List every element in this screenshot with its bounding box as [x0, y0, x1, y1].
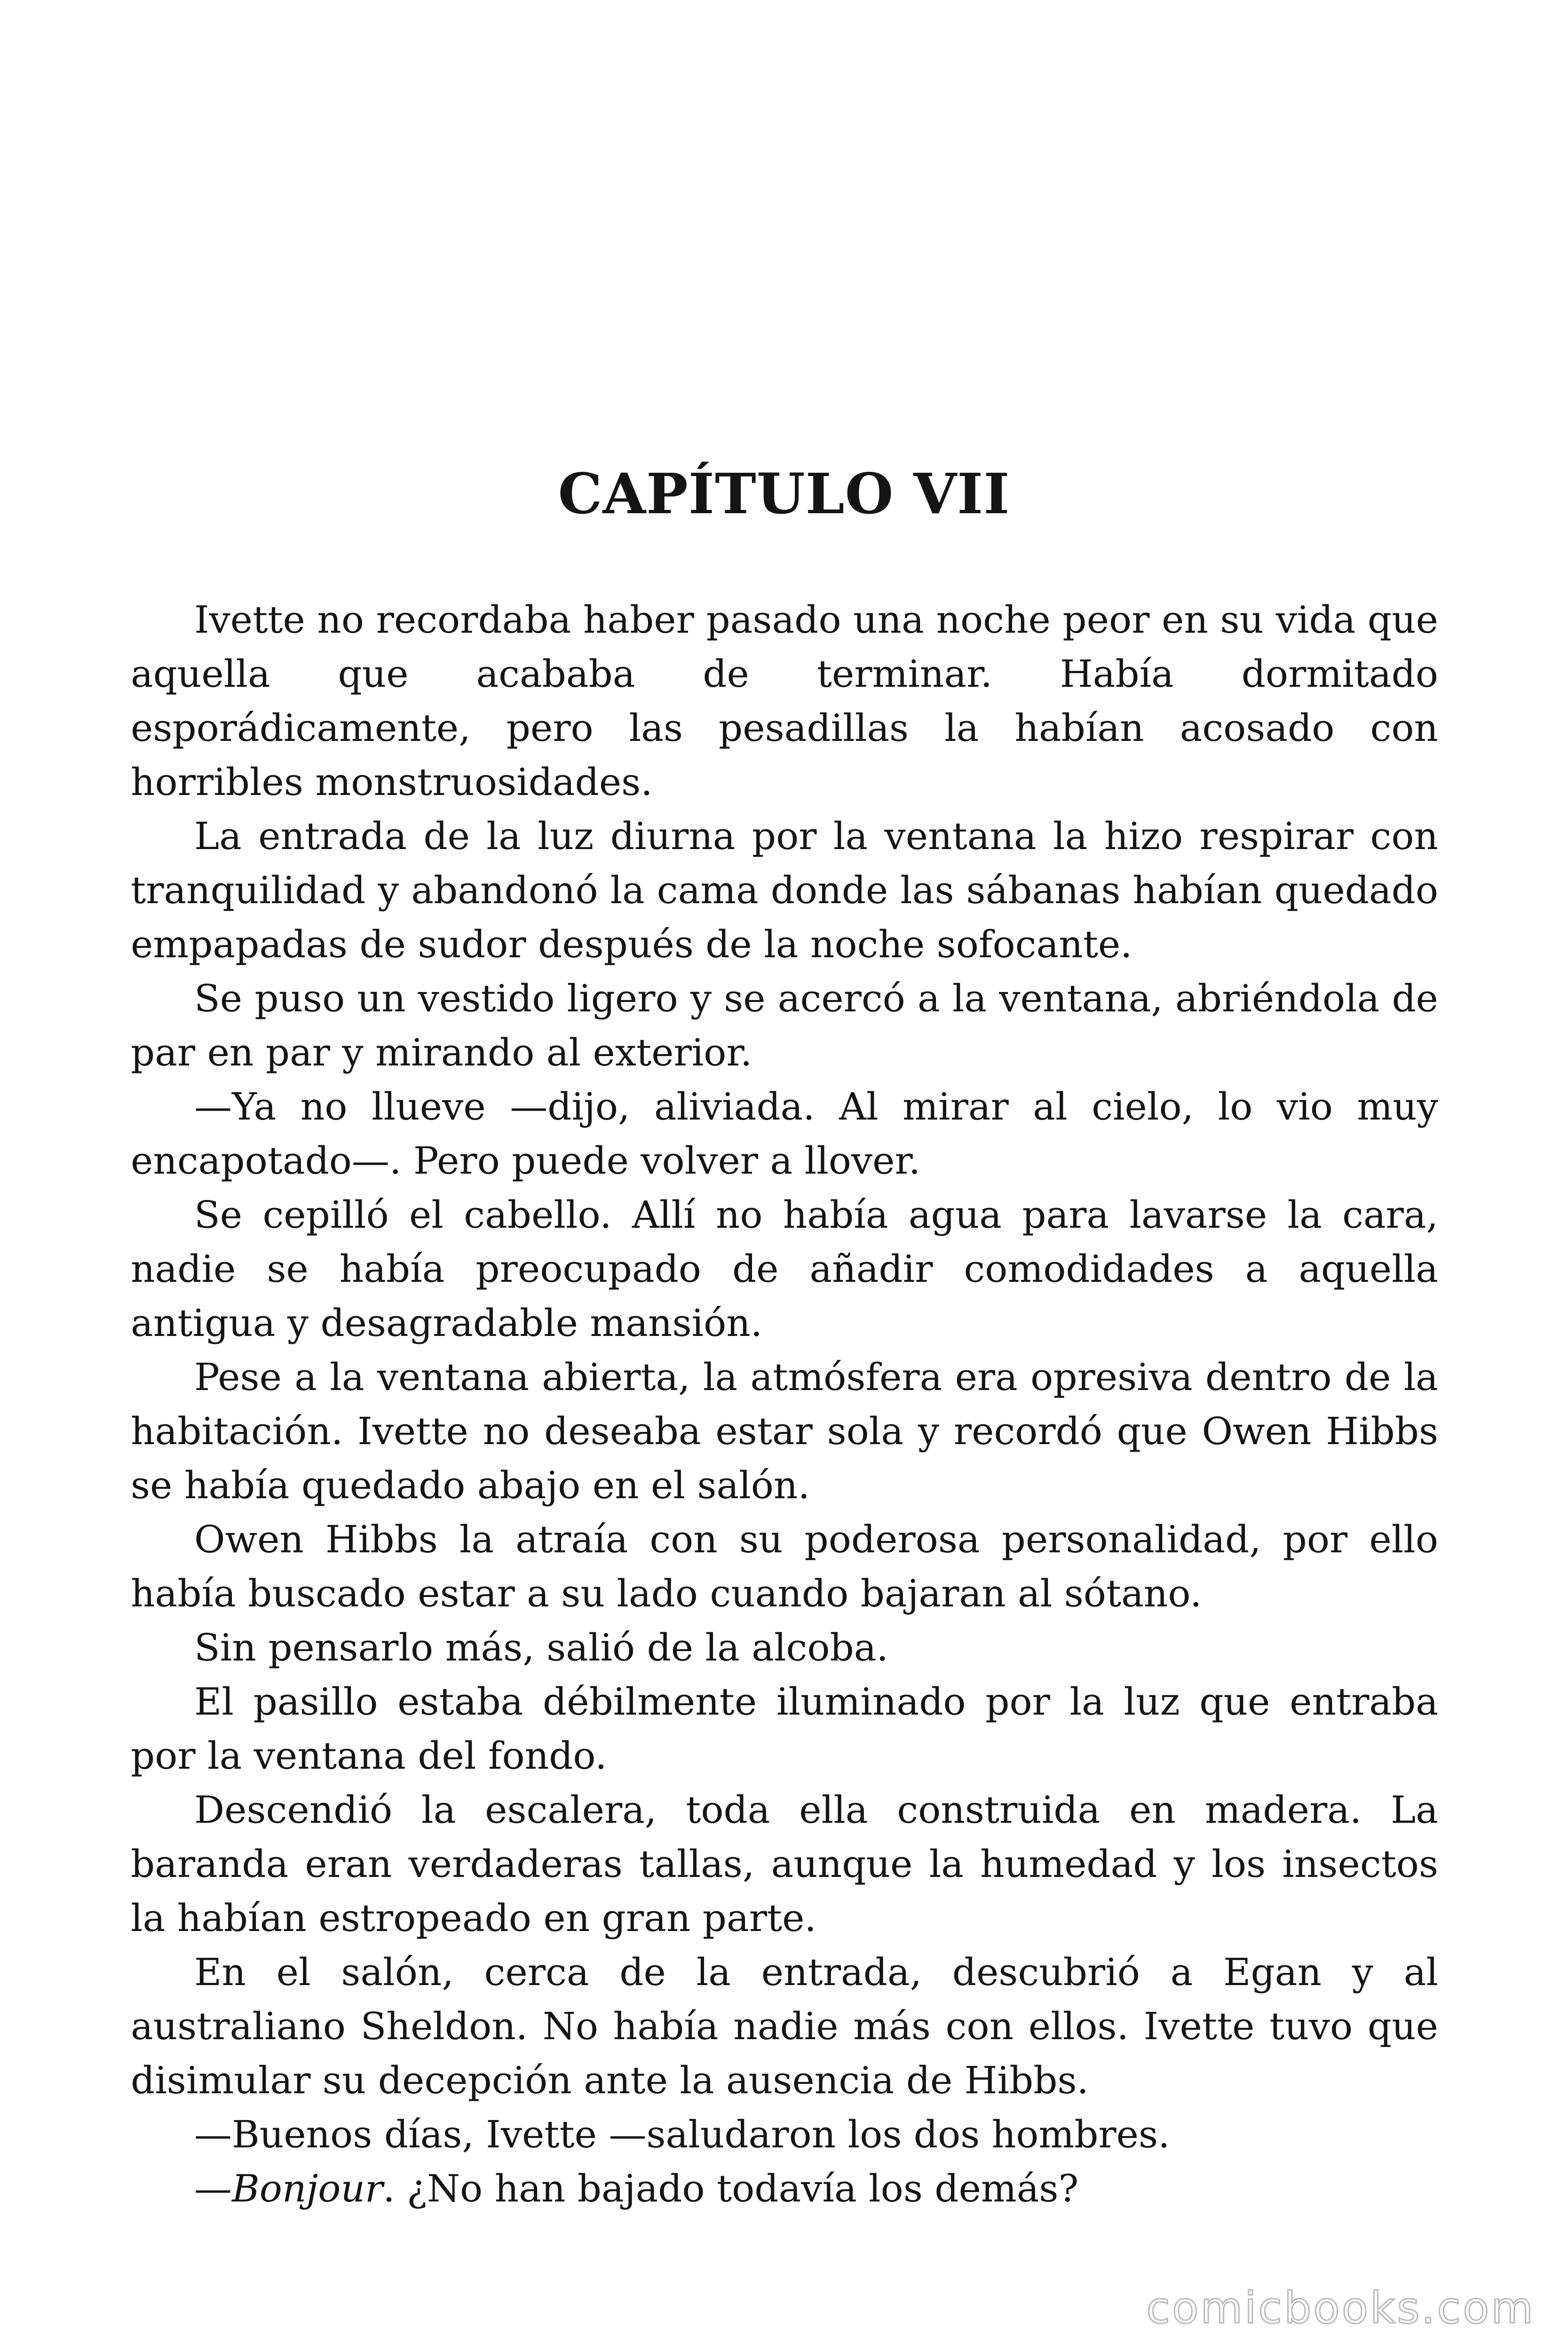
chapter-body: [131, 593, 1438, 2216]
paragraph: El pasillo estaba débilmente iluminado por la luz que entraba por la ventana del fondo.: [131, 1680, 1438, 1778]
paragraph-rest: . ¿No han bajado todavía los demás?: [383, 2167, 1079, 2210]
paragraph: La entrada de la luz diurna por la ventana la hizo respirar con tranquilidad y abandonó la cama donde las sábanas habían quedado empapadas de sudor después de la noche sofocante.: [131, 814, 1438, 966]
paragraph: —Buenos días, Ivette —saludaron los dos hombres.: [194, 2113, 1170, 2156]
italic-word: Bonjour: [232, 2167, 383, 2210]
paragraph: Sin pensarlo más, salió de la alcoba.: [194, 1626, 888, 1669]
paragraph-last: [131, 2161, 1438, 2216]
paragraph: Pese a la ventana abierta, la atmósfera era opresiva dentro de la habitación. Ivette no deseaba estar sola y recordó que Owen Hibbs se había quedado abajo en el salón.: [131, 1355, 1438, 1507]
paragraph: Owen Hibbs la atraía con su poderosa personalidad, por ello había buscado estar a su lado cuando bajaran al sótano.: [131, 1518, 1438, 1615]
paragraph: Ivette no recordaba haber pasado una noche peor en su vida que aquella que acababa de terminar. Había dormitado esporádicamente, pero las pesadillas la habían acosado con horribles monstruosidades.: [131, 598, 1438, 804]
watermark: comicbooks.com: [1146, 2283, 1535, 2333]
paragraph: —Ya no llueve —dijo, aliviada. Al mirar al cielo, lo vio muy encapotado—. Pero puede volver a llover.: [131, 1085, 1438, 1183]
paragraph: Se cepilló el cabello. Allí no había agua para lavarse la cara, nadie se había preocupado de añadir comodidades a aquella antigua y desagradable mansión.: [131, 1193, 1438, 1345]
paragraph: Se puso un vestido ligero y se acercó a la ventana, abriéndola de par en par y mirando al exterior.: [131, 977, 1438, 1074]
chapter-title: CAPÍTULO VII: [558, 461, 1010, 526]
paragraph: Descendió la escalera, toda ella construida en madera. La baranda eran verdaderas tallas, aunque la humedad y los insectos la habían estropeado en gran parte.: [131, 1788, 1438, 1940]
dialogue-dash: —: [194, 2167, 232, 2210]
paragraph: En el salón, cerca de la entrada, descubrió a Egan y al australiano Sheldon. No había nadie más con ellos. Ivette tuvo que disimular su decepción ante la ausencia de Hibbs.: [131, 1950, 1438, 2102]
